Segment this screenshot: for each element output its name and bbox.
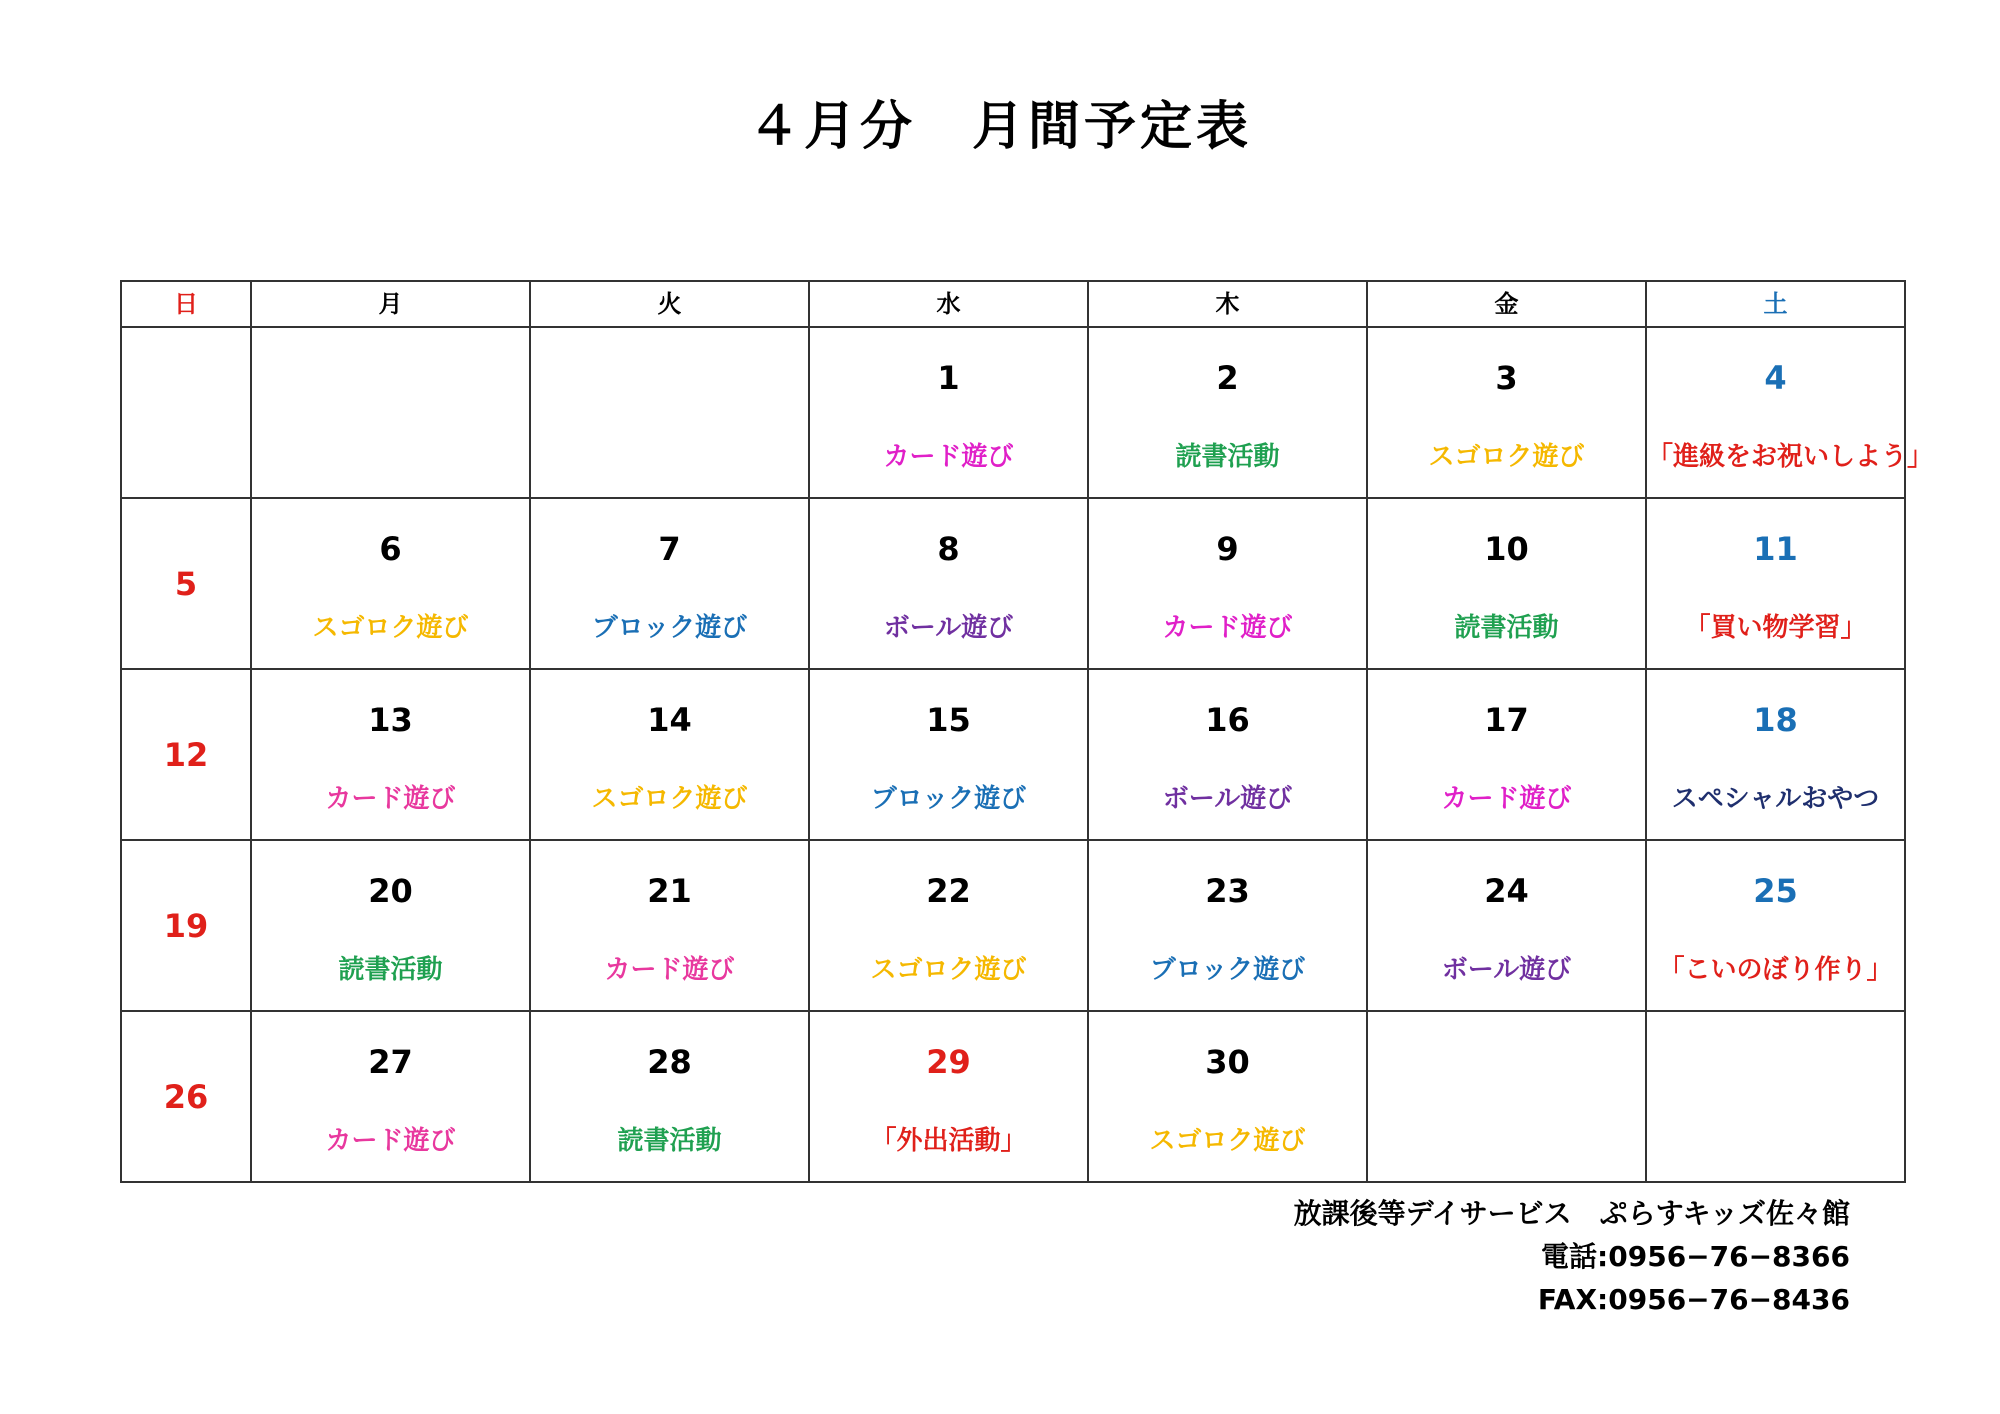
event-label: スゴロク遊び [1149,1126,1306,1156]
day-cell [251,669,530,840]
event-label: カード遊び [325,1126,456,1156]
event-label: スゴロク遊び [312,613,469,643]
day-number: 24 [1484,872,1529,910]
day-cell [809,498,1088,669]
day-number: 1 [937,359,960,397]
week-row [121,327,1905,498]
day-number: 30 [1205,1043,1250,1081]
event-label: スゴロク遊び [591,784,748,814]
day-number: 12 [163,735,209,774]
event-label: ボール遊び [1162,784,1293,814]
day-cell [530,327,809,498]
event-label: カード遊び [325,784,456,814]
day-number: 20 [368,872,413,910]
day-number: 4 [1764,359,1787,397]
day-number: 16 [1205,701,1250,739]
weekday-header: 日 [121,281,251,327]
event-label: ボール遊び [1441,955,1572,985]
phone-number: 電話:0956−76−8366 [1541,1240,1850,1273]
day-cell [1367,327,1646,498]
page-title: ４月分 月間予定表 [747,97,1252,157]
day-cell [530,840,809,1011]
day-cell [251,840,530,1011]
day-number: 21 [647,872,692,910]
day-cell [809,1011,1088,1182]
event-label: カード遊び [1441,784,1572,814]
weekday-header-row [121,281,1905,327]
organization-name: 放課後等デイサービス ぷらすキッズ佐々館 [1293,1197,1850,1230]
day-number: 27 [368,1043,413,1081]
day-cell [121,1011,251,1182]
day-number: 14 [647,701,692,739]
day-number: 25 [1753,872,1798,910]
event-label: ボール遊び [883,613,1014,643]
day-cell [121,327,251,498]
event-label: 「こいのぼり作り」 [1658,955,1893,985]
event-label: 読書活動 [1454,613,1559,643]
day-cell [1646,1011,1905,1182]
day-cell [809,669,1088,840]
event-label: スペシャルおやつ [1671,784,1880,814]
event-label: 読書活動 [1175,442,1280,472]
day-number: 15 [926,701,971,739]
day-cell [121,669,251,840]
day-number: 7 [658,530,681,568]
day-number: 9 [1216,530,1239,568]
event-label: カード遊び [604,955,735,985]
week-row [121,498,1905,669]
day-cell [1088,840,1367,1011]
weekday-header: 水 [809,281,1088,327]
day-number: 29 [926,1043,971,1081]
day-cell [1646,840,1905,1011]
footer-contact [1294,1192,1850,1321]
day-cell [121,840,251,1011]
event-label: 読書活動 [617,1126,722,1156]
monthly-calendar [120,280,1934,1183]
event-label: カード遊び [1162,613,1293,643]
calendar-body [121,327,1934,1182]
day-number: 2 [1216,359,1239,397]
day-cell [1088,498,1367,669]
day-number: 6 [379,530,402,568]
weekday-header: 木 [1088,281,1367,327]
day-cell [1646,498,1905,669]
day-cell [530,498,809,669]
event-label: 読書活動 [338,955,443,985]
day-number: 11 [1753,530,1798,568]
weekday-header: 金 [1367,281,1646,327]
day-cell [121,498,251,669]
day-number: 8 [937,530,960,568]
event-label: 「外出活動」 [870,1126,1027,1156]
day-number: 13 [368,701,413,739]
day-number: 3 [1495,359,1518,397]
day-cell [1088,1011,1367,1182]
event-label: 「買い物学習」 [1684,613,1867,643]
day-cell [809,840,1088,1011]
day-number: 17 [1484,701,1529,739]
day-cell [809,327,1088,498]
day-number: 22 [926,872,971,910]
event-label: カード遊び [883,442,1014,472]
event-label: ブロック遊び [591,613,748,643]
day-cell [530,1011,809,1182]
day-cell [530,669,809,840]
event-label: ブロック遊び [1149,955,1306,985]
day-number: 23 [1205,872,1250,910]
day-number: 5 [174,564,198,603]
day-cell [1088,327,1367,498]
day-number: 10 [1484,530,1529,568]
weekday-header: 土 [1646,281,1905,327]
event-label: スゴロク遊び [870,955,1027,985]
day-cell [1646,669,1905,840]
event-label: スゴロク遊び [1428,442,1585,472]
day-number: 18 [1753,701,1798,739]
day-cell [251,498,530,669]
week-row [121,1011,1905,1182]
fax-number: FAX:0956−76−8436 [1537,1283,1850,1316]
day-number: 19 [163,906,209,945]
day-cell [251,1011,530,1182]
day-cell [251,327,530,498]
week-row [121,669,1905,840]
day-cell [1367,669,1646,840]
day-number: 26 [163,1077,209,1116]
day-cell [1367,498,1646,669]
day-cell [1088,669,1367,840]
weekday-header: 月 [251,281,530,327]
day-number: 28 [647,1043,692,1081]
event-label: 「進級をお祝いしよう」 [1647,442,1934,472]
day-cell [1367,1011,1646,1182]
event-label: ブロック遊び [870,784,1027,814]
day-cell [1646,327,1934,498]
week-row [121,840,1905,1011]
day-cell [1367,840,1646,1011]
weekday-header: 火 [530,281,809,327]
